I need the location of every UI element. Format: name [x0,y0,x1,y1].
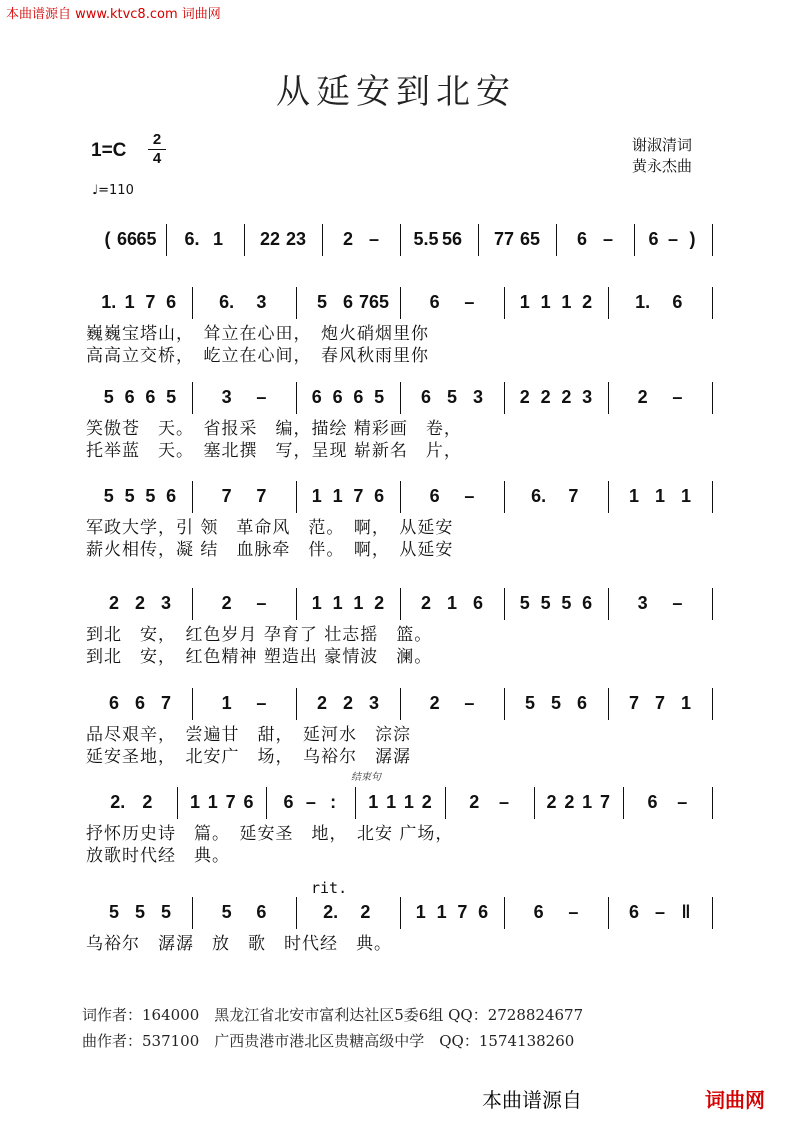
note-row5-m0-1: 6 [134,693,146,713]
note-row5-m4-1: 5 [550,693,562,713]
barline [296,688,297,720]
barline [608,688,609,720]
note-row4-m0-0: 2 [108,593,120,613]
site-header-line: 本曲谱源自 www.ktvc8.com 词曲网 [6,7,221,22]
time-signature-bottom: 4 [152,150,162,167]
note-row4-m2-3: 2 [374,593,385,613]
note-row7-m0-1: 5 [134,902,146,922]
lyric-row2-verse1: 笑傲苍 天。 省报采 编，描绘 精彩画 卷， [86,419,462,439]
lyric-row1-verse1: 巍巍宝塔山， 耸立在心田， 炮火硝烟里你 [86,324,429,344]
note-row7-m0-0: 5 [108,902,120,922]
note-row5-m5-2: 1 [680,693,692,713]
note-row1-m1-1: 3 [256,292,267,312]
barline [400,287,401,319]
note-row1-m5-1: 6 [672,292,683,312]
lyricist-credit: 谢淑清词 [632,136,693,154]
barline-end [712,787,713,819]
note-row7-m4-1: – [568,902,579,922]
note-row5-m0-0: 6 [108,693,120,713]
note-row7-m3-3: 6 [478,902,489,922]
barline [192,588,193,620]
barline [478,224,479,256]
note-row7-m3-0: 1 [415,902,426,922]
note-row6-m4-0: 2 [469,792,480,812]
note-row7-m1-0: 5 [221,902,232,922]
barline [504,688,505,720]
composer-contact: 曲作者：537100 广西贵港市港北区贵糖高级中学 QQ：1574138260 [82,1032,575,1050]
note-row4-m0-1: 2 [134,593,146,613]
note-row5-m2-2: 3 [368,693,380,713]
note-row4-m1-1: – [256,593,267,613]
barline [296,897,297,929]
note-row5-m1-0: 1 [221,693,232,713]
note-row2-m4-0: 2 [519,387,530,407]
note-row2-m2-2: 6 [353,387,364,407]
note-row7-m2-1: 2 [360,902,371,922]
note-row5-m0-2: 7 [160,693,172,713]
note-intro-m7-1: – [667,229,679,249]
barline [192,287,193,319]
note-row1-m0-2: 7 [145,292,156,312]
note-row4-m4-0: 5 [519,593,530,613]
barline [296,287,297,319]
note-row5-m4-0: 5 [524,693,536,713]
note-row6-m5-3: 7 [600,792,611,812]
key-signature: 1=C [91,140,127,161]
note-row4-m3-0: 2 [420,593,432,613]
note-row5-m1-1: – [256,693,267,713]
barline [322,224,323,256]
note-row6-m1-0: 1 [189,792,200,812]
note-row3-m3-1: – [464,486,475,506]
note-row2-m0-0: 5 [103,387,114,407]
note-row2-m0-3: 5 [166,387,177,407]
barline [296,481,297,513]
note-row2-m2-1: 6 [332,387,343,407]
ending-label: 结束句 [351,772,381,783]
note-row7-m5-1: – [654,902,666,922]
barline [166,224,167,256]
barline [177,787,178,819]
time-signature [148,132,166,167]
note-intro-m2-1: 23 [285,229,307,249]
note-row4-m0-2: 3 [160,593,172,613]
note-intro-m5-0: 77 [493,229,515,249]
barline [504,588,505,620]
barline [296,382,297,414]
note-row2-m5-1: – [672,387,683,407]
note-row5-m3-1: – [464,693,475,713]
note-row6-m3-2: 1 [403,792,414,812]
lyric-row6-verse2: 放歌时代经 典。 [86,846,230,866]
note-row6-m6-1: – [677,792,688,812]
note-row1-m3-1: – [464,292,475,312]
note-row1-m2-2: 765 [358,292,390,312]
barline [192,897,193,929]
barline [608,382,609,414]
note-row3-m1-1: 7 [256,486,267,506]
note-intro-m6-0: 6 [576,229,588,249]
note-row1-m4-2: 1 [561,292,572,312]
song-title: 从延安到北安 [276,72,516,112]
barline [445,787,446,819]
note-row7-m3-1: 1 [436,902,447,922]
note-row6-m1-1: 1 [207,792,218,812]
barline [400,382,401,414]
note-row5-m3-0: 2 [429,693,440,713]
note-intro-m7-0: 6 [648,229,659,249]
lyric-row5-verse2: 延安圣地， 北安广 场， 乌裕尔 潺潺 [86,747,411,767]
note-row4-m2-2: 1 [353,593,364,613]
note-row3-m5-1: 1 [654,486,666,506]
lyric-row4-verse1: 到北 安， 红色岁月 孕育了 壮志摇 篮。 [86,625,433,645]
note-intro-m1-1: 1 [212,229,224,249]
note-row7-m2-0: 2. [323,902,339,922]
barline-end [712,287,713,319]
barline [504,897,505,929]
note-row3-m2-2: 7 [353,486,364,506]
barline [192,382,193,414]
note-row3-m2-0: 1 [311,486,322,506]
note-row3-m2-3: 6 [374,486,385,506]
note-intro-m0-2: 65 [136,229,157,249]
barline [556,224,557,256]
barline [608,287,609,319]
note-intro-m7-2: ) [689,229,696,249]
note-intro-m6-1: – [602,229,614,249]
note-row4-m1-0: 2 [221,593,232,613]
note-row2-m4-2: 2 [561,387,572,407]
note-row3-m5-2: 1 [680,486,692,506]
note-row2-m3-2: 3 [472,387,484,407]
ritardando-marking: rit. [311,879,348,897]
note-row2-m4-3: 3 [582,387,593,407]
note-row6-m0-0: 2. [110,792,126,812]
note-row5-m5-0: 7 [628,693,640,713]
note-row6-m4-1: – [498,792,510,812]
barline [608,588,609,620]
lyric-row3-verse1: 军政大学，引 领 革命风 范。 啊， 从延安 [86,518,454,538]
note-intro-m0-1: 66 [116,229,138,249]
note-row6-m3-1: 1 [386,792,397,812]
note-row5-m4-2: 6 [576,693,588,713]
lyric-row7-verse1: 乌裕尔 潺潺 放 歌 时代经 典。 [86,934,392,954]
barline-end [712,382,713,414]
barline [266,787,267,819]
note-row6-m3-3: 2 [421,792,432,812]
note-row1-m2-1: 6 [342,292,354,312]
note-row6-m2-0: 6 [283,792,294,812]
barline [244,224,245,256]
note-row7-m0-2: 5 [160,902,172,922]
note-row6-m1-2: 7 [225,792,236,812]
note-row3-m4-1: 7 [568,486,579,506]
note-intro-m1-0: 6. [184,229,200,249]
note-row1-m0-0: 1. [101,292,117,312]
note-intro-m0-0: ( [104,229,111,249]
note-row6-m6-0: 6 [647,792,658,812]
barline [400,588,401,620]
barline-end [712,481,713,513]
note-row6-m2-2: : [330,792,337,812]
note-intro-m4-1: 56 [441,229,463,249]
lyric-row6-verse1: 抒怀历史诗 篇。 延安圣 地， 北安 广场， [86,824,454,844]
barline [608,481,609,513]
barline [355,787,356,819]
note-intro-m3-1: – [368,229,380,249]
note-row3-m2-1: 1 [332,486,343,506]
note-row6-m0-1: 2 [142,792,153,812]
lyric-row4-verse2: 到北 安， 红色精神 塑造出 豪情波 澜。 [86,647,433,667]
note-row4-m5-0: 3 [637,593,648,613]
barline [400,481,401,513]
barline [634,224,635,256]
note-intro-m2-0: 22 [259,229,281,249]
barline [623,787,624,819]
time-signature-top: 2 [152,131,162,148]
barline [400,224,401,256]
note-row7-m5-0: 6 [628,902,640,922]
barline [504,287,505,319]
note-row4-m4-1: 5 [540,593,551,613]
lyric-row5-verse1: 品尽艰辛， 尝遍甘 甜， 延河水 淙淙 [86,725,411,745]
note-row5-m5-1: 7 [654,693,666,713]
note-intro-m5-1: 65 [519,229,541,249]
note-row2-m1-1: – [256,387,267,407]
note-row1-m4-3: 2 [582,292,593,312]
note-row1-m1-0: 6. [219,292,235,312]
note-row4-m3-2: 6 [472,593,484,613]
note-row2-m5-0: 2 [637,387,648,407]
barline-end [712,897,713,929]
barline [192,481,193,513]
note-row3-m3-0: 6 [429,486,440,506]
watermark-left: 本曲谱源自 [482,1088,582,1112]
note-row4-m5-1: – [672,593,683,613]
note-row7-m4-0: 6 [533,902,544,922]
note-row2-m2-0: 6 [311,387,322,407]
barline [504,481,505,513]
note-row1-m0-1: 1 [124,292,135,312]
barline [400,897,401,929]
note-row3-m0-1: 5 [124,486,135,506]
note-row1-m4-1: 1 [540,292,551,312]
note-row7-m1-1: 6 [256,902,267,922]
note-row2-m2-3: 5 [374,387,385,407]
note-row3-m5-0: 1 [628,486,640,506]
note-row6-m5-0: 2 [546,792,557,812]
note-intro-m3-0: 2 [342,229,354,249]
barline [608,897,609,929]
note-row7-m3-2: 7 [457,902,468,922]
note-row4-m4-2: 5 [561,593,572,613]
barline [296,588,297,620]
note-row2-m0-2: 6 [145,387,156,407]
barline-end [712,224,713,256]
note-row4-m2-1: 1 [332,593,343,613]
note-row3-m4-0: 6. [531,486,547,506]
note-row1-m4-0: 1 [519,292,530,312]
note-row4-m3-1: 1 [446,593,458,613]
note-row2-m1-0: 3 [221,387,232,407]
note-row4-m4-3: 6 [582,593,593,613]
note-row2-m4-1: 2 [540,387,551,407]
composer-credit: 黄永杰曲 [632,157,693,175]
barline [192,688,193,720]
note-intro-m4-0: 5.5 [413,229,439,249]
barline-end [712,688,713,720]
note-row2-m0-1: 6 [124,387,135,407]
note-row1-m3-0: 6 [429,292,440,312]
note-row3-m0-2: 5 [145,486,156,506]
watermark-right: 词曲网 [705,1088,765,1112]
tempo-marking: ♩=110 [92,183,134,198]
note-row3-m1-0: 7 [221,486,232,506]
lyric-row3-verse2: 薪火相传，凝 结 血脉牵 伴。 啊， 从延安 [86,540,454,560]
note-row6-m2-1: – [305,792,316,812]
note-row1-m2-0: 5 [316,292,328,312]
note-row3-m0-3: 6 [166,486,177,506]
barline [400,688,401,720]
note-row6-m5-2: 1 [582,792,593,812]
note-row1-m0-3: 6 [166,292,177,312]
barline-end [712,588,713,620]
note-row4-m2-0: 1 [311,593,322,613]
note-row5-m2-0: 2 [316,693,328,713]
note-row1-m5-0: 1. [635,292,651,312]
note-row2-m3-1: 5 [446,387,458,407]
note-row2-m3-0: 6 [420,387,432,407]
note-row3-m0-0: 5 [103,486,114,506]
note-row6-m3-0: 1 [368,792,379,812]
lyricist-contact: 词作者：164000 黑龙江省北安市富利达社区5委6组 QQ：2728824677 [82,1006,584,1024]
barline [504,382,505,414]
note-row7-m5-2: ‖ [681,902,691,922]
lyric-row1-verse2: 高高立交桥， 屹立在心间， 春风秋雨里你 [86,346,429,366]
lyric-row2-verse2: 托举蓝 天。 塞北撰 写，呈现 崭新名 片， [86,441,462,461]
note-row5-m2-1: 2 [342,693,354,713]
note-row6-m5-1: 2 [564,792,575,812]
barline [534,787,535,819]
note-row6-m1-3: 6 [243,792,254,812]
